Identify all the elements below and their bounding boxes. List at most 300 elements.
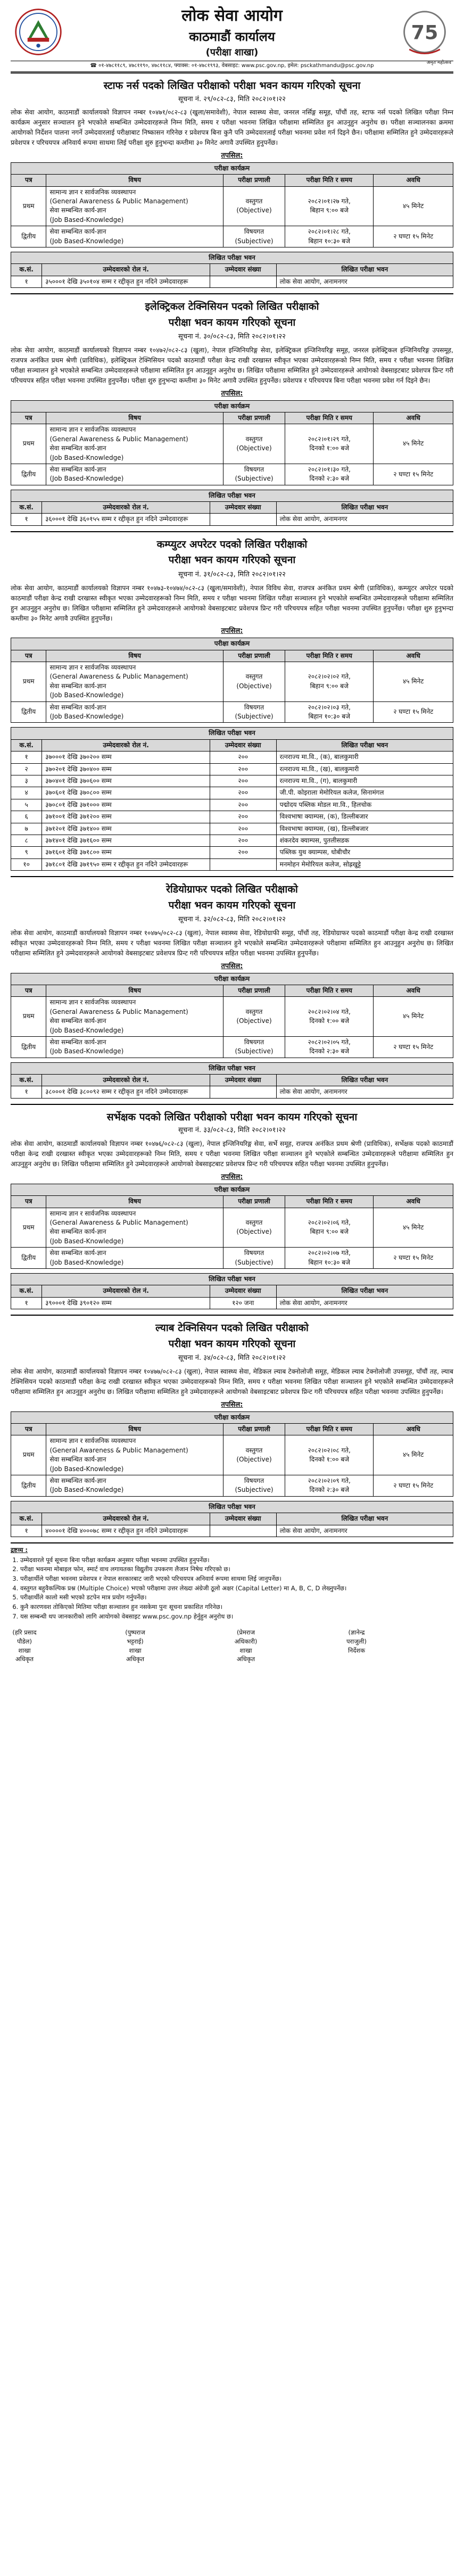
subject-name-en: (General Awareness & Public Management) <box>49 435 188 443</box>
notice-section-surveyor <box>11 1104 453 1309</box>
exam-system: वस्तुगत <box>245 435 263 443</box>
notice-body: लोक सेवा आयोग, काठमाडौं कार्यालयको विज्ञापन नम्बर १०४७५/०८२-८३ (खुला), नेपाल स्वास्थ्य सेवा, रेडियोग्राफी समूह, पाँचौं तह, रेडियोग्राफर पदको काठमाडौं परीक्षा केन्द्र राखी दरखास्त स्वीकृत भएका उम्मेदवारहरूको निम्न मिति, समय र परीक्षा भवनमा लिखित परीक्षा सञ्चालन हुने भएकोले सम्बन्धित उम्मेदवारहरूले परीक्षामा सम्मिलित हुन आउनुहुन अनुरोध छ। लिखित परीक्षामा सम्मिलित हुने उम्मेदवारहरूले आयोगको वेबसाइटबाट प्रवेशपत्र प्रिन्ट गरी परिचयपत्र सहित परीक्षा भवनमा उपस्थित हुनुपर्नेछ। <box>11 929 453 957</box>
subject-name-en: (Job Based-Knowledge) <box>49 475 124 483</box>
exam-hall-cell: लोक सेवा आयोग, अनामनगर <box>276 276 453 287</box>
paper-cell: प्रथम <box>11 997 46 1037</box>
exam-hall-cell: मनमोहन मेमोरियल कलेज, सोह्रखुट्टे <box>276 858 453 870</box>
subject-name-en: (Job Based-Knowledge) <box>49 216 124 224</box>
exam-date: २०८२।०२।०३ गते, <box>308 703 351 711</box>
column-header: पत्र <box>11 175 46 186</box>
subject-name: सामान्य ज्ञान र सार्वजनिक व्यवस्थापन <box>49 998 136 1006</box>
notice-title: कम्प्युटर अपरेटर पदको लिखित परीक्षाको <box>156 538 308 550</box>
exam-system-en: (Objective) <box>236 444 272 452</box>
column-header: पत्र <box>11 985 46 996</box>
notice-section-staff-nurse <box>11 72 453 288</box>
column-header: उम्मेदवार संख्या <box>210 264 276 276</box>
table-spacer <box>11 1269 453 1273</box>
exam-hall-cell: जी.पी. कोइराला मेमोरियल कलेज, सिनामंगल <box>276 787 453 799</box>
paper-cell: द्वितीय <box>11 701 46 723</box>
table-row <box>11 1208 453 1248</box>
duration-cell: २ घण्टा १५ मिनेट <box>374 701 453 723</box>
notice-title: रेडियोग्राफर पदको लिखित परीक्षाको <box>166 884 298 896</box>
notice-reference: सूचना नं. ३१/०८२-८३, मिति २०८२।०१।२२ <box>178 570 286 579</box>
notice-section-electrical-technician <box>11 293 453 526</box>
date-time-cell <box>285 1475 374 1496</box>
exam-time: दिनको १:०० बजे <box>309 1456 350 1464</box>
table-row <box>11 997 453 1037</box>
signatory-role: शाखा अधिकृत <box>236 1646 255 1663</box>
schedule-heading: परीक्षा कार्यक्रम <box>11 638 453 649</box>
candidate-count-cell <box>210 1086 276 1098</box>
subject-name-en: (General Awareness & Public Management) <box>49 1446 188 1454</box>
table-row <box>11 858 453 870</box>
exam-hall-cell: रत्नराज्य मा.वि., (क), बालकुमारी <box>276 752 453 763</box>
candidate-count-cell: २०० <box>210 799 276 811</box>
commission-title: लोक सेवा आयोग <box>181 6 283 25</box>
subject-name: सामान्य ज्ञान र सार्वजनिक व्यवस्थापन <box>49 1209 136 1217</box>
table-row <box>11 835 453 846</box>
table-row <box>11 662 453 702</box>
date-time-cell <box>285 997 374 1037</box>
exam-system-en: (Subjective) <box>235 237 274 245</box>
table-row <box>11 1475 453 1496</box>
column-header: अवधि <box>374 985 453 996</box>
date-time-cell <box>285 424 374 464</box>
table-spacer <box>11 723 453 727</box>
subject-cell <box>46 186 223 226</box>
exam-system: वस्तुगत <box>245 1446 263 1454</box>
column-header: क.सं. <box>11 502 42 514</box>
subject-cell <box>46 701 223 723</box>
serial-cell: ५ <box>11 799 42 811</box>
exam-schedule-table <box>11 1423 453 1497</box>
column-header: क.सं. <box>11 1513 42 1525</box>
column-header: विषय <box>46 1424 223 1435</box>
column-header: परीक्षा प्रणाली <box>223 175 285 186</box>
date-time-cell <box>285 1036 374 1058</box>
exam-hall-table <box>11 739 453 871</box>
exam-system: वस्तुगत <box>245 673 263 681</box>
table-row <box>11 787 453 799</box>
system-cell <box>223 997 285 1037</box>
system-cell <box>223 186 285 226</box>
serial-cell: ८ <box>11 835 42 846</box>
serial-cell: ३ <box>11 775 42 787</box>
column-header: उम्मेदवारको रोल नं. <box>42 739 210 751</box>
table-header-row <box>11 985 453 996</box>
notice-body: लोक सेवा आयोग, काठमाडौं कार्यालयको विज्ञापन नम्बर १०४७२/०८२-८३ (खुला), नेपाल इन्जिनियरिङ्ग सेवा, इलेक्ट्रिकल इन्जिनियरिङ्ग समूह, जनरल इलेक्ट्रिकल इन्जिनियरिङ्ग उपसमूह, राजपत्र अनंकित प्रथम श्रेणी (प्राविधिक), इलेक्ट्रिकल टेक्निसियन पदको काठमाडौं परीक्षा केन्द्र राखी दरखास्त स्वीकृत भएका उम्मेदवारहरूको निम्न मिति, समय र परीक्षा भवनमा लिखित परीक्षा सञ्चालन हुने भएकोले सम्बन्धित उम्मेदवारहरूले परीक्षामा सम्मिलित हुन आउनुहुन अनुरोध छ। लिखित परीक्षामा सम्मिलित हुने उम्मेदवारहरूले आयोगको वेबसाइटबाट प्रवेशपत्र प्रिन्ट गरी परिचयपत्र सहित परीक्षा भवनमा उपस्थित हुनुपर्नेछ। परीक्षा शुरु हुनुभन्दा कम्तीमा ३० मिनेट अगावै उपस्थित हुनुपर्नेछ। प्रवेशपत्र र परिचयपत्र बिना परीक्षा भवनमा प्रवेश गर्न दिइने छैन। <box>11 346 453 384</box>
exam-system: वस्तुगत <box>245 1008 263 1015</box>
office-title: काठमाडौं कार्यालय <box>189 29 275 44</box>
exam-system-en: (Subjective) <box>235 1047 274 1055</box>
subject-cell <box>46 1435 223 1475</box>
table-row <box>11 811 453 823</box>
table-row <box>11 186 453 226</box>
notice-title: इलेक्ट्रिकल टेक्निसियन पदको लिखित परीक्षाको <box>145 301 319 313</box>
document-page <box>11 0 453 1664</box>
exam-system: विषयगत <box>244 1038 264 1046</box>
column-header: लिखित परीक्षा भवन <box>276 264 453 276</box>
notice-title-line2: परीक्षा भवन कायम गरिएको सूचना <box>168 899 296 911</box>
candidate-count-cell: २०० <box>210 752 276 763</box>
signatory-name: (हरि प्रसाद पौडेल) <box>12 1629 37 1645</box>
candidate-count-cell <box>210 858 276 870</box>
signature-block <box>343 1628 453 1664</box>
column-header: लिखित परीक्षा भवन <box>276 1513 453 1525</box>
schedule-caption: तपसिल: <box>221 152 243 160</box>
column-header: परीक्षा मिति र समय <box>285 175 374 186</box>
signature-block <box>232 1628 343 1664</box>
serial-cell: ९ <box>11 847 42 858</box>
schedule-caption: तपसिल: <box>221 1173 243 1181</box>
system-cell <box>223 662 285 702</box>
subject-name-en: (Job Based-Knowledge) <box>49 713 124 720</box>
exam-date: २०८२।०२।०५ गते, <box>308 1038 351 1046</box>
subject-cell <box>46 226 223 247</box>
paper-cell: द्वितीय <box>11 1036 46 1058</box>
roll-range-cell: ३७१२०१ देखि ३७१४०० सम्म <box>42 823 210 835</box>
exam-time: दिनको १:०० बजे <box>309 1017 350 1025</box>
exam-time: दिनको २:३० बजे <box>309 1486 350 1494</box>
notice-reference: सूचना नं. ३३/०८२-८३, मिति २०८२।०१।२२ <box>178 1126 286 1135</box>
table-row <box>11 752 453 763</box>
note-item: 4. वस्तुगत बहुवैकल्पिक प्रश्न (Multiple Choice) भएको परीक्षामा उत्तर लेख्दा अंग्रेजी ठूलो अक्षर (Capital Letter) मा A, B, C, D लेख्नुपर्नेछ। <box>20 1584 453 1593</box>
contact-line: ☎ ०१-४७८११८९, ४७८११९०, ४७८११८४, फ्याक्स: ०१-४७८१९९३, वेबसाइट: www.psc.gov.np, इमेल: psckathmandu@psc.gov.np <box>11 61 453 72</box>
note-item: 5. परीक्षार्थीले कालो मसी भएको डटपेन मात्र प्रयोग गर्नुपर्नेछ। <box>20 1593 453 1602</box>
subject-name-en: (Job Based-Knowledge) <box>49 1237 124 1245</box>
exam-date: २०८२।०१।३० गते, <box>308 465 351 473</box>
date-time-cell <box>285 1208 374 1248</box>
branch-title: (परीक्षा शाखा) <box>205 47 259 59</box>
signatory-name: (पुष्पराज भट्टराई) <box>125 1629 145 1645</box>
column-header: उम्मेदवार संख्या <box>210 502 276 514</box>
notice-section-radiographer <box>11 876 453 1099</box>
table-header-row <box>11 1424 453 1435</box>
system-cell <box>223 464 285 485</box>
roll-range-cell: ३७०४०१ देखि ३७०६०० सम्म <box>42 775 210 787</box>
roll-range-cell: ३७१६०१ देखि ३७१८०० सम्म <box>42 847 210 858</box>
hall-heading: लिखित परीक्षा भवन <box>11 1501 453 1513</box>
signature-row <box>11 1628 453 1664</box>
candidate-count-cell <box>210 514 276 525</box>
duration-cell: ४५ मिनेट <box>374 424 453 464</box>
roll-range-cell: ३७१८०१ देखि ३७१९५० सम्म र रद्दीकृत हुन नदिने उम्मेदवारहरू <box>42 858 210 870</box>
table-header-row <box>11 175 453 186</box>
table-row <box>11 847 453 858</box>
subject-name-en: (Job Based-Knowledge) <box>49 1047 124 1055</box>
paper-cell: प्रथम <box>11 424 46 464</box>
table-row <box>11 276 453 287</box>
notice-reference: सूचना नं. ३२/०८२-८३, मिति २०८२।०१।२२ <box>178 915 286 924</box>
subject-name: सेवा सम्बन्धित कार्य-ज्ञान <box>49 1017 106 1025</box>
exam-schedule-table <box>11 650 453 723</box>
signatory-name: (ज्ञानेन्द्र पराजुली) <box>346 1629 367 1645</box>
table-spacer <box>11 1058 453 1062</box>
paper-cell: द्वितीय <box>11 1475 46 1496</box>
notice-reference: सूचना नं. २९/०८२-८३, मिति २०८२।०१।२२ <box>178 95 286 103</box>
schedule-heading: परीक्षा कार्यक्रम <box>11 1411 453 1423</box>
table-row <box>11 799 453 811</box>
hall-heading: लिखित परीक्षा भवन <box>11 252 453 263</box>
subject-name: सेवा सम्बन्धित कार्य-ज्ञान <box>49 1249 106 1257</box>
system-cell <box>223 1036 285 1058</box>
notice-body: लोक सेवा आयोग, काठमाडौं कार्यालयको विज्ञापन नम्बर १०४७७/०८२-८३ (खुला), नेपाल स्वास्थ्य सेवा, मेडिकल ल्याब टेक्नोलोजी समूह, मेडिकल ल्याब टेक्नोलोजी उपसमूह, पाँचौं तह, ल्याब टेक्निसियन पदको काठमाडौं परीक्षा केन्द्र राखी दरखास्त स्वीकृत भएका उम्मेदवारहरूको निम्न मिति, समय र परीक्षा भवनमा लिखित परीक्षा सञ्चालन हुने भएकोले सम्बन्धित उम्मेदवारहरूले परीक्षामा सम्मिलित हुन आउनुहुन अनुरोध छ। लिखित परीक्षामा सम्मिलित हुने उम्मेदवारहरूले आयोगको वेबसाइटबाट प्रवेशपत्र प्रिन्ट गरी परिचयपत्र सहित परीक्षा भवनमा उपस्थित हुनुपर्नेछ। <box>11 1368 453 1396</box>
notes-title: द्रष्टव्य : <box>11 1546 28 1554</box>
subject-name: सेवा सम्बन्धित कार्य-ज्ञान <box>49 444 106 452</box>
subject-name-en: (Job Based-Knowledge) <box>49 1465 124 1473</box>
notice-reference: सूचना नं. ३४/०८२-८३, मिति २०८२।०१।२२ <box>178 1354 286 1363</box>
column-header: अवधि <box>374 412 453 424</box>
duration-cell: ४५ मिनेट <box>374 997 453 1037</box>
system-cell <box>223 1435 285 1475</box>
exam-hall-cell: लोक सेवा आयोग, अनामनगर <box>276 1525 453 1537</box>
exam-schedule-table <box>11 174 453 247</box>
exam-system: विषयगत <box>244 1476 264 1484</box>
notice-title-line2: परीक्षा भवन कायम गरिएको सूचना <box>168 316 296 328</box>
schedule-heading: परीक्षा कार्यक्रम <box>11 973 453 985</box>
schedule-caption: तपसिल: <box>221 1400 243 1409</box>
serial-cell: ४ <box>11 787 42 799</box>
hall-heading: लिखित परीक्षा भवन <box>11 1062 453 1074</box>
subject-cell <box>46 662 223 702</box>
column-header: विषय <box>46 1196 223 1208</box>
column-header: परीक्षा प्रणाली <box>223 1424 285 1435</box>
notice-section-computer-operator <box>11 531 453 871</box>
exam-time: बिहान ९:०० बजे <box>310 1228 349 1236</box>
exam-time: बिहान १०:३० बजे <box>308 1258 351 1266</box>
exam-system: विषयगत <box>244 465 264 473</box>
paper-cell: द्वितीय <box>11 226 46 247</box>
subject-cell <box>46 997 223 1037</box>
roll-range-cell: ४००००१ देखि ४०००७८ सम्म र रद्दीकृत हुन नदिने उम्मेदवारहरू <box>42 1525 210 1537</box>
roll-range-cell: ३७१४०१ देखि ३७१६०० सम्म <box>42 835 210 846</box>
column-header: परीक्षा प्रणाली <box>223 412 285 424</box>
date-time-cell <box>285 464 374 485</box>
column-header: परीक्षा मिति र समय <box>285 412 374 424</box>
subject-name-en: (General Awareness & Public Management) <box>49 673 188 681</box>
table-row <box>11 763 453 775</box>
subject-name-en: (Job Based-Knowledge) <box>49 1486 124 1494</box>
serial-cell: ६ <box>11 811 42 823</box>
table-header-row <box>11 1075 453 1086</box>
column-header: विषय <box>46 412 223 424</box>
exam-hall-cell: रत्नराज्य मा.वि., (ख), बालकुमारी <box>276 763 453 775</box>
column-header: परीक्षा मिति र समय <box>285 985 374 996</box>
exam-hall-cell: पद्मोदय पब्लिक मोडल मा.वि., हिलचोक <box>276 799 453 811</box>
table-row <box>11 514 453 525</box>
table-row <box>11 823 453 835</box>
schedule-caption: तपसिल: <box>221 627 243 635</box>
serial-cell: १ <box>11 1525 42 1537</box>
exam-system: विषयगत <box>244 703 264 711</box>
table-row <box>11 775 453 787</box>
subject-cell <box>46 464 223 485</box>
subject-name: सामान्य ज्ञान र सार्वजनिक व्यवस्थापन <box>49 1437 136 1445</box>
exam-time: बिहान ९:०० बजे <box>310 207 349 214</box>
notice-title: ल्याब टेक्निसियन पदको लिखित परीक्षाको <box>155 1322 309 1334</box>
candidate-count-cell: २०० <box>210 775 276 787</box>
signatory-name: (प्रेमराज अधिकारी) <box>234 1629 258 1645</box>
table-row <box>11 1525 453 1537</box>
column-header: उम्मेदवार संख्या <box>210 1513 276 1525</box>
paper-cell: प्रथम <box>11 186 46 226</box>
table-header-row <box>11 412 453 424</box>
column-header: परीक्षा मिति र समय <box>285 650 374 662</box>
system-cell <box>223 1475 285 1496</box>
table-header-row <box>11 650 453 662</box>
table-header-row <box>11 264 453 276</box>
column-header: परीक्षा मिति र समय <box>285 1196 374 1208</box>
table-spacer <box>11 1497 453 1501</box>
table-row <box>11 1086 453 1098</box>
duration-cell: २ घण्टा १५ मिनेट <box>374 1036 453 1058</box>
exam-system-en: (Subjective) <box>235 713 274 720</box>
roll-range-cell: ३५०००१ देखि ३५०१०४ सम्म र रद्दीकृत हुन नदिने उम्मेदवारहरू <box>42 276 210 287</box>
subject-name-en: (Job Based-Knowledge) <box>49 1026 124 1034</box>
table-header-row <box>11 1513 453 1525</box>
signature-block <box>11 1628 121 1664</box>
serial-cell: १ <box>11 1297 42 1309</box>
exam-time: बिहान ९:०० बजे <box>310 682 349 690</box>
subject-name: सेवा सम्बन्धित कार्य-ज्ञान <box>49 703 106 711</box>
column-header: विषय <box>46 985 223 996</box>
note-item: 2. परीक्षा भवनमा मोबाइल फोन, स्मार्ट वाच लगायतका विद्युतीय उपकरण लैजान निषेध गरिएको छ। <box>20 1565 453 1574</box>
exam-time: बिहान १०:३० बजे <box>308 713 351 720</box>
column-header: उम्मेदवार संख्या <box>210 1075 276 1086</box>
subject-name: सामान्य ज्ञान र सार्वजनिक व्यवस्थापन <box>49 188 136 196</box>
footer-notes <box>11 1542 453 1664</box>
column-header: विषय <box>46 175 223 186</box>
subject-cell <box>46 1475 223 1496</box>
exam-system-en: (Subjective) <box>235 1258 274 1266</box>
exam-hall-table <box>11 1513 453 1537</box>
exam-date: २०८२।०२।०८ गते, <box>308 1446 351 1454</box>
candidate-count-cell <box>210 276 276 287</box>
duration-cell: ४५ मिनेट <box>374 1435 453 1475</box>
signatory-role: शाखा अधिकृत <box>126 1646 145 1663</box>
notes-list <box>11 1556 453 1621</box>
date-time-cell <box>285 226 374 247</box>
signatory-role: शाखा अधिकृत <box>15 1646 34 1663</box>
candidate-count-cell: २०० <box>210 847 276 858</box>
notice-body: लोक सेवा आयोग, काठमाडौं कार्यालयको विज्ञापन नम्बर १०४७१/०८२-८३ (खुला/समावेशी), नेपाल स्वास्थ्य सेवा, जनरल नर्सिङ्ग समूह, पाँचौं तह, स्टाफ नर्स पदको लिखित परीक्षा निम्न कार्यक्रम अनुसार सञ्चालन हुने भएकोले सम्बन्धित उम्मेदवारहरूले निम्न मिति, समय र परीक्षा भवनमा लिखित परीक्षामा सम्मिलित हुन आउनुहुन अनुरोध छ। परीक्षा सञ्चालनका क्रममा आयोगको निर्देशन पालना नगर्ने उम्मेदवारलाई परीक्षाबाट निष्कासन गरिनेछ र प्रवेशपत्र बिना कुनै पनि उम्मेदवारलाई परीक्षा भवनमा प्रवेश गर्न दिइने छैन। परीक्षामा सम्मिलित हुने उम्मेदवारहरूले प्रवेशपत्र र परिचयपत्र अनिवार्य रूपमा साथमा लिई परीक्षा शुरु हुनुभन्दा कम्तीमा ३० मिनेट अगावै उपस्थित हुनुपर्नेछ। <box>11 109 453 147</box>
schedule-caption: तपसिल: <box>221 962 243 970</box>
roll-range-cell: ३६०००१ देखि ३६०१५५ सम्म र रद्दीकृत हुन नदिने उम्मेदवारहरू <box>42 514 210 525</box>
exam-date: २०८२।०२।०७ गते, <box>308 1249 351 1257</box>
exam-date: २०८२।०२।०४ गते, <box>308 1008 351 1015</box>
candidate-count-cell: २०० <box>210 823 276 835</box>
exam-hall-cell: लोक सेवा आयोग, अनामनगर <box>276 1086 453 1098</box>
exam-schedule-table <box>11 1195 453 1269</box>
exam-system-en: (Objective) <box>236 1228 272 1236</box>
seventy-five-years-logo-icon <box>399 6 450 62</box>
exam-system-en: (Objective) <box>236 682 272 690</box>
exam-hall-cell: विश्वभाषा क्याम्पस, (क), डिल्लीबजार <box>276 811 453 823</box>
exam-hall-cell: शंकरदेव क्याम्पस, पुतलीसडक <box>276 835 453 846</box>
exam-system-en: (Objective) <box>236 207 272 214</box>
notice-title-line2: परीक्षा भवन कायम गरिएको सूचना <box>168 1337 296 1350</box>
column-header: उम्मेदवारको रोल नं. <box>42 264 210 276</box>
column-header: परीक्षा मिति र समय <box>285 1424 374 1435</box>
notice-section-lab-technician <box>11 1315 453 1537</box>
hall-heading: लिखित परीक्षा भवन <box>11 727 453 739</box>
exam-time: बिहान १०:३० बजे <box>308 237 351 245</box>
date-time-cell <box>285 186 374 226</box>
subject-name-en: (General Awareness & Public Management) <box>49 1219 188 1226</box>
exam-date: २०८२।०१।२९ गते, <box>308 435 351 443</box>
exam-hall-cell: लोक सेवा आयोग, अनामनगर <box>276 1297 453 1309</box>
roll-range-cell: ३७१००१ देखि ३७१२०० सम्म <box>42 811 210 823</box>
serial-cell: १ <box>11 752 42 763</box>
exam-system: वस्तुगत <box>245 1219 263 1226</box>
subject-name: सेवा सम्बन्धित कार्य-ज्ञान <box>49 228 106 236</box>
candidate-count-cell: २०० <box>210 787 276 799</box>
exam-hall-table <box>11 263 453 288</box>
table-header-row <box>11 1285 453 1297</box>
subject-name: सेवा सम्बन्धित कार्य-ज्ञान <box>49 1038 106 1046</box>
column-header: अवधि <box>374 650 453 662</box>
exam-system: विषयगत <box>244 228 264 236</box>
column-header: उम्मेदवारको रोल नं. <box>42 1513 210 1525</box>
exam-hall-cell: विश्वभाषा क्याम्पस, (ख), डिल्लीबजार <box>276 823 453 835</box>
subject-name-en: (Job Based-Knowledge) <box>49 1258 124 1266</box>
column-header: उम्मेदवारको रोल नं. <box>42 502 210 514</box>
document-header <box>11 4 453 67</box>
date-time-cell <box>285 1435 374 1475</box>
exam-system-en: (Objective) <box>236 1456 272 1464</box>
exam-hall-table <box>11 501 453 526</box>
subject-name: सेवा सम्बन्धित कार्य-ज्ञान <box>49 465 106 473</box>
notice-title-line2: परीक्षा भवन कायम गरिएको सूचना <box>168 554 296 566</box>
svg-text:75: 75 <box>411 21 438 44</box>
serial-cell: १ <box>11 1086 42 1098</box>
table-row <box>11 226 453 247</box>
notice-body: लोक सेवा आयोग, काठमाडौं कार्यालयको विज्ञापन नम्बर १०४७६/०८२-८३ (खुला), नेपाल इन्जिनियरिङ्ग सेवा, सर्भे समूह, राजपत्र अनंकित प्रथम श्रेणी (प्राविधिक), सर्भेक्षक पदको काठमाडौं परीक्षा केन्द्र राखी दरखास्त स्वीकृत भएका उम्मेदवारहरूको निम्न मिति, समय र परीक्षा भवनमा लिखित परीक्षा सञ्चालन हुने भएकोले सम्बन्धित उम्मेदवारहरूले परीक्षामा सम्मिलित हुन आउनुहुन अनुरोध छ। लिखित परीक्षामा सम्मिलित हुने उम्मेदवारहरूले आयोगको वेबसाइटबाट प्रवेशपत्र प्रिन्ट गरी परिचयपत्र सहित परीक्षा भवनमा उपस्थित हुनुपर्नेछ। <box>11 1140 453 1168</box>
table-row <box>11 701 453 723</box>
exam-system: वस्तुगत <box>245 197 263 205</box>
nepal-emblem-icon <box>14 7 63 56</box>
exam-hall-table <box>11 1285 453 1309</box>
table-spacer <box>11 485 453 490</box>
exam-schedule-table <box>11 412 453 485</box>
subject-name: सेवा सम्बन्धित कार्य-ज्ञान <box>49 1228 106 1236</box>
column-header: पत्र <box>11 1424 46 1435</box>
notice-body: लोक सेवा आयोग, काठमाडौं कार्यालयको विज्ञापन नम्बर १०४७३-१०४७४/०८२-८३ (खुला/समावेशी), नेपाल विविध सेवा, राजपत्र अनंकित प्रथम श्रेणी (प्राविधिक), कम्प्युटर अपरेटर पदको काठमाडौं परीक्षा केन्द्र राखी दरखास्त स्वीकृत भएका उम्मेदवारहरूको निम्न मिति, समय र परीक्षा भवनमा लिखित परीक्षा सञ्चालन हुने भएकोले सम्बन्धित उम्मेदवारहरूले परीक्षामा सम्मिलित हुन आउनुहुन अनुरोध छ। लिखित परीक्षामा सम्मिलित हुने उम्मेदवारहरूले आयोगको वेबसाइटबाट प्रवेशपत्र प्रिन्ट गरी परिचयपत्र सहित परीक्षा भवनमा उपस्थित हुनुपर्नेछ। परीक्षा शुरु हुनुभन्दा कम्तीमा ३० मिनेट अगावै उपस्थित हुनुपर्नेछ। <box>11 584 453 622</box>
schedule-caption: तपसिल: <box>221 389 243 398</box>
subject-name: सेवा सम्बन्धित कार्य-ज्ञान <box>49 1476 106 1484</box>
exam-hall-cell: पब्लिक युथ क्याम्पस, धोबीचौर <box>276 847 453 858</box>
exam-time: दिनको २:३० बजे <box>309 1047 350 1055</box>
roll-range-cell: ३७०८०१ देखि ३७१००० सम्म <box>42 799 210 811</box>
column-header: लिखित परीक्षा भवन <box>276 502 453 514</box>
duration-cell: २ घण्टा १५ मिनेट <box>374 1248 453 1269</box>
serial-cell: १० <box>11 858 42 870</box>
table-row <box>11 1297 453 1309</box>
candidate-count-cell: २०० <box>210 763 276 775</box>
exam-hall-table <box>11 1074 453 1099</box>
subject-cell <box>46 1208 223 1248</box>
subject-cell <box>46 1248 223 1269</box>
column-header: परीक्षा प्रणाली <box>223 985 285 996</box>
column-header: पत्र <box>11 1196 46 1208</box>
roll-range-cell: ३७०६०१ देखि ३७०८०० सम्म <box>42 787 210 799</box>
paper-cell: प्रथम <box>11 662 46 702</box>
column-header: अवधि <box>374 1196 453 1208</box>
system-cell <box>223 226 285 247</box>
roll-range-cell: ३७०००१ देखि ३७०२०० सम्म <box>42 752 210 763</box>
column-header: उम्मेदवारको रोल नं. <box>42 1075 210 1086</box>
exam-system-en: (Subjective) <box>235 475 274 483</box>
